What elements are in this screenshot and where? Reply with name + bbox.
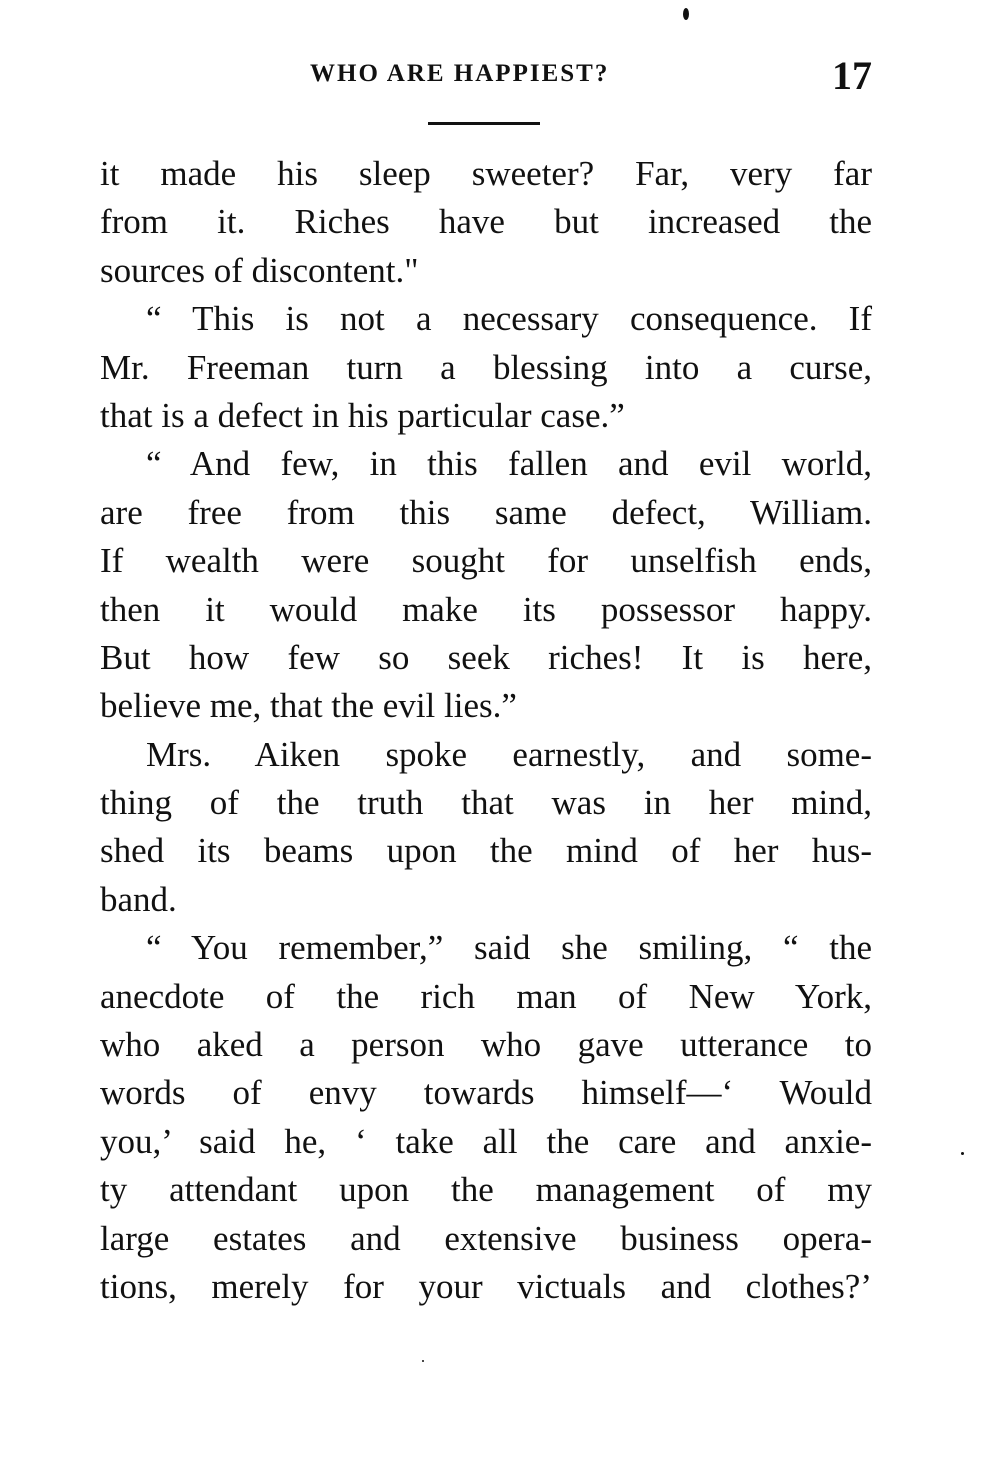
text-line: sources of discontent." <box>100 250 419 290</box>
paragraph <box>100 924 872 1311</box>
paragraph <box>100 731 872 925</box>
header-rule <box>428 122 540 125</box>
text-line: But how few so seek riches! It is here, <box>100 637 872 677</box>
page-header <box>100 52 872 102</box>
text-line: thing of the truth that was in her mind, <box>100 783 872 823</box>
text-line: then it would make its possessor happy. <box>100 589 872 629</box>
paragraph <box>100 295 872 440</box>
text-line: large estates and extensive business opera- <box>100 1218 872 1258</box>
text-line: Mrs. Aiken spoke earnestly, and some- <box>146 734 872 774</box>
ink-speck <box>961 1152 964 1155</box>
text-line: “ You remember,” said she smiling, “ the <box>146 928 872 968</box>
text-line: you,’ said he, ‘ take all the care and anxie- <box>100 1121 872 1161</box>
text-line: from it. Riches have but increased the <box>100 202 872 242</box>
text-line: shed its beams upon the mind of her hus- <box>100 831 872 871</box>
text-line: band. <box>100 879 177 919</box>
paragraph <box>100 440 872 730</box>
text-line: “ This is not a necessary consequence. If <box>146 299 872 339</box>
text-line: tions, merely for your victuals and clothes?’ <box>100 1266 872 1306</box>
ink-speck <box>683 8 689 20</box>
text-line: If wealth were sought for unselfish ends, <box>100 541 872 581</box>
running-head: WHO ARE HAPPIEST? <box>310 60 610 87</box>
text-line: Mr. Freeman turn a blessing into a curse, <box>100 347 872 387</box>
page-number: 17 <box>832 53 872 98</box>
body-text <box>100 150 872 1311</box>
text-line: words of envy towards himself—‘ Would <box>100 1073 872 1113</box>
text-line: it made his sleep sweeter? Far, very far <box>100 154 872 193</box>
text-line: believe me, that the evil lies.” <box>100 686 517 726</box>
text-line: that is a defect in his particular case.” <box>100 395 625 435</box>
text-line: are free from this same defect, William. <box>100 492 872 532</box>
text-line: who aked a person who gave utterance to <box>100 1025 872 1065</box>
text-line: anecdote of the rich man of New York, <box>100 976 872 1016</box>
paragraph <box>100 150 872 295</box>
text-line: ty attendant upon the management of my <box>100 1170 872 1210</box>
text-line: “ And few, in this fallen and evil world, <box>146 444 872 484</box>
ink-speck <box>422 1360 424 1362</box>
